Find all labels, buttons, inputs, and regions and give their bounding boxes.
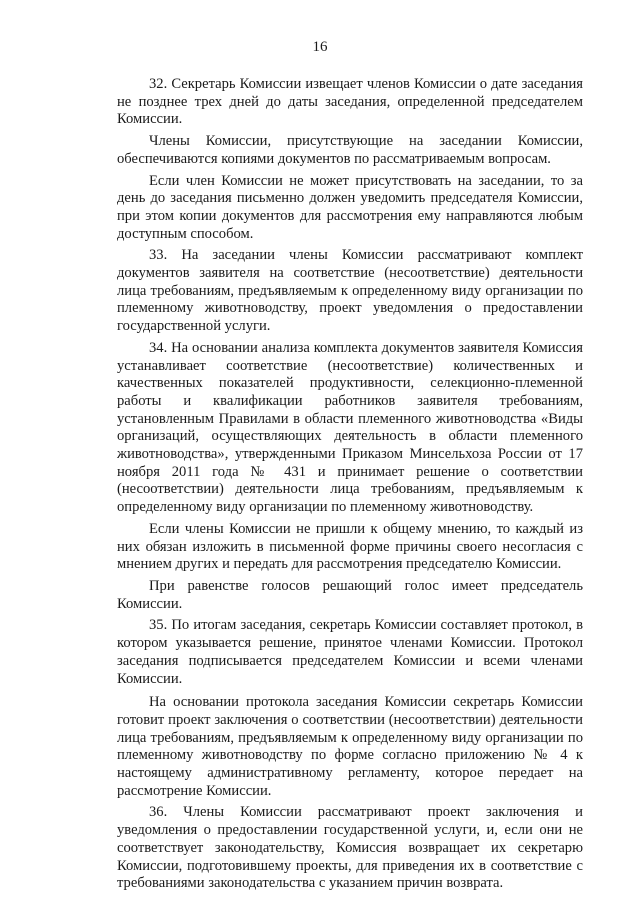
paragraph-equal-votes: При равенстве голосов решающий голос имеет председатель Комиссии. [117,577,583,612]
paragraph-36-review-draft: 36. Члены Комиссии рассматривают проект заключения и уведомления о предоставлении государственной услуги, и, если они не соответствует законодательству, Комиссия возвращает их секретарю Комиссии, подготовившему проекты, для приведения их в соответствие с требованиями законодательства с указанием причин возврата. [117,804,583,892]
paragraph-34-analysis: 34. На основании анализа комплекта документов заявителя Комиссия устанавливает соответствие (несоответствие) количественных и качественных показателей продуктивности, селекционно-племенной работы и квалификации работников заявителя требованиям, установленным Правилами в области племенного животноводства «Виды организаций, осуществляющих деятельность в области племенного животноводства», утвержденными Приказом Минсельхоза России от 17 ноября 2011 года № 431 и принимает решение о соответствии (несоответствии) деятельности лица требованиям, предъявляемым к определенному виду организации по племенному животноводству. [117,339,583,516]
paragraph-absence-notice: Если член Комиссии не может присутствовать на заседании, то за день до заседания письменно должен уведомить председателя Комиссии, при этом копии документов для рассмотрения ему направляются любым доступным способом. [117,172,583,242]
paragraph-members-copies: Члены Комиссии, присутствующие на заседании Комиссии, обеспечиваются копиями документов по рассматриваемым вопросам. [117,133,583,167]
paragraph-35-protocol: 35. По итогам заседания, секретарь Комиссии составляет протокол, в котором указывается решение, принятое членами Комиссии. Протокол заседания подписывается председателем Комиссии и всеми членами Комиссии. [117,617,583,687]
paragraph-conclusion-draft: На основании протокола заседания Комиссии секретарь Комиссии готовит проект заключения о соответствии (несоответствии) деятельности лица требованиям, предъявляемым к определенному виду организации по племенному животноводству по форме согласно приложению № 4 к настоящему административному регламенту, которое передает на рассмотрение Комиссии. [117,694,583,799]
page-number: 16 [312,39,328,55]
paragraph-32-notice: 32. Секретарь Комиссии извещает членов Комиссии о дате заседания не позднее трех дней до даты заседания, определенной председателем Комиссии. [117,76,583,128]
document-body [117,76,583,897]
paragraph-33-review: 33. На заседании члены Комиссии рассматривают комплект документов заявителя на соответствие (несоответствие) деятельности лица требованиям, предъявляемым к определенному виду организации по племенному животноводству, проект уведомления о предоставлении государственной услуги. [117,247,583,335]
paragraph-disagreement: Если члены Комиссии не пришли к общему мнению, то каждый из них обязан изложить в письменной форме причины своего несогласия с мнением других и передать для рассмотрения председателю Комиссии. [117,520,583,573]
